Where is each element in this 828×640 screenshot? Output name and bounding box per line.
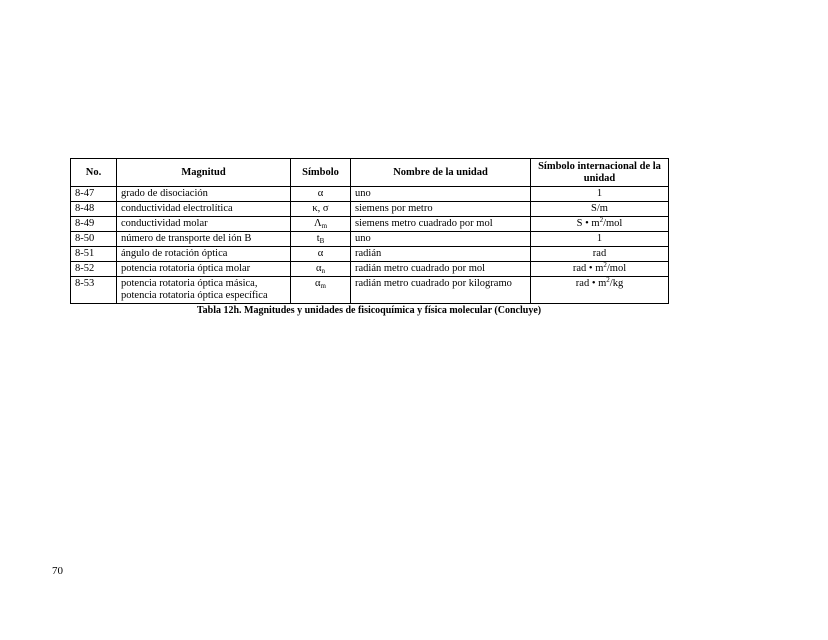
symbol-base: α xyxy=(317,248,324,259)
cell-magnitude: conductividad molar xyxy=(117,217,291,232)
symbol-base: t xyxy=(316,233,320,244)
intl-symbol-main: 1 xyxy=(596,233,603,244)
cell-intl-symbol xyxy=(531,232,669,247)
cell-symbol xyxy=(291,217,351,232)
cell-intl-symbol xyxy=(531,202,669,217)
cell-no: 8-48 xyxy=(71,202,117,217)
cell-unit-name: radián metro cuadrado por mol xyxy=(351,262,531,277)
cell-magnitude: grado de disociación xyxy=(117,187,291,202)
cell-intl-symbol xyxy=(531,277,669,304)
cell-symbol xyxy=(291,202,351,217)
cell-magnitude: número de transporte del ión B xyxy=(117,232,291,247)
cell-unit-name: uno xyxy=(351,232,531,247)
intl-symbol-exponent: 2 xyxy=(606,276,610,284)
cell-unit-name: siemens metro cuadrado por mol xyxy=(351,217,531,232)
table-row xyxy=(71,202,669,217)
cell-intl-symbol xyxy=(531,247,669,262)
table-row xyxy=(71,277,669,304)
symbol-subscript: m xyxy=(321,222,328,230)
cell-symbol xyxy=(291,232,351,247)
cell-no: 8-52 xyxy=(71,262,117,277)
cell-no: 8-49 xyxy=(71,217,117,232)
cell-symbol xyxy=(291,262,351,277)
intl-symbol-main: rad xyxy=(592,248,607,259)
symbol-subscript: m xyxy=(320,282,326,290)
table-caption: Tabla 12h. Magnitudes y unidades de fisicoquímica y física molecular (Concluye) xyxy=(196,305,542,316)
cell-magnitude: ángulo de rotación óptica xyxy=(117,247,291,262)
page-number: 70 xyxy=(52,565,63,577)
table-row xyxy=(71,217,669,232)
intl-symbol-exponent: 2 xyxy=(599,216,604,224)
header-symbol: Símbolo xyxy=(291,159,351,187)
symbol-base: α xyxy=(317,188,324,199)
intl-symbol-main: S/m xyxy=(591,203,608,214)
symbol-subscript: n xyxy=(321,267,325,275)
cell-no: 8-50 xyxy=(71,232,117,247)
table-row xyxy=(71,247,669,262)
header-no: No. xyxy=(71,159,117,187)
intl-symbol-suffix: /mol xyxy=(603,218,623,229)
cell-unit-name: radián xyxy=(351,247,531,262)
cell-symbol xyxy=(291,247,351,262)
symbol-base: κ, σ xyxy=(312,203,329,214)
cell-unit-name: uno xyxy=(351,187,531,202)
cell-intl-symbol xyxy=(531,187,669,202)
intl-symbol-suffix: /mol xyxy=(606,263,627,274)
cell-no: 8-51 xyxy=(71,247,117,262)
cell-symbol xyxy=(291,277,351,304)
table-row xyxy=(71,232,669,247)
cell-magnitude: potencia rotatoria óptica másica, potencia rotatoria óptica específica xyxy=(117,277,291,304)
intl-symbol-main: S • m xyxy=(576,218,600,229)
header-magnitude: Magnitud xyxy=(117,159,291,187)
header-intl-symbol: Símbolo internacional de la unidad xyxy=(531,159,669,187)
cell-magnitude: potencia rotatoria óptica molar xyxy=(117,262,291,277)
cell-unit-name: radián metro cuadrado por kilogramo xyxy=(351,277,531,304)
table-row xyxy=(71,262,669,277)
symbol-subscript: B xyxy=(319,237,325,245)
units-table xyxy=(70,158,669,304)
cell-unit-name: siemens por metro xyxy=(351,202,531,217)
table-row xyxy=(71,187,669,202)
cell-magnitude: conductividad electrolítica xyxy=(117,202,291,217)
intl-symbol-main: rad • m xyxy=(572,263,604,274)
symbol-base: Λ xyxy=(313,218,322,229)
intl-symbol-exponent: 2 xyxy=(603,261,607,269)
cell-intl-symbol xyxy=(531,217,669,232)
symbol-base: α xyxy=(315,263,322,274)
intl-symbol-suffix: /kg xyxy=(609,278,624,289)
intl-symbol-main: rad • m xyxy=(575,278,607,289)
table-header-row xyxy=(71,159,669,187)
cell-no: 8-47 xyxy=(71,187,117,202)
intl-symbol-main: 1 xyxy=(596,188,603,199)
cell-symbol xyxy=(291,187,351,202)
symbol-base: α xyxy=(315,278,321,289)
cell-intl-symbol xyxy=(531,262,669,277)
header-unit-name: Nombre de la unidad xyxy=(351,159,531,187)
cell-no: 8-53 xyxy=(71,277,117,304)
